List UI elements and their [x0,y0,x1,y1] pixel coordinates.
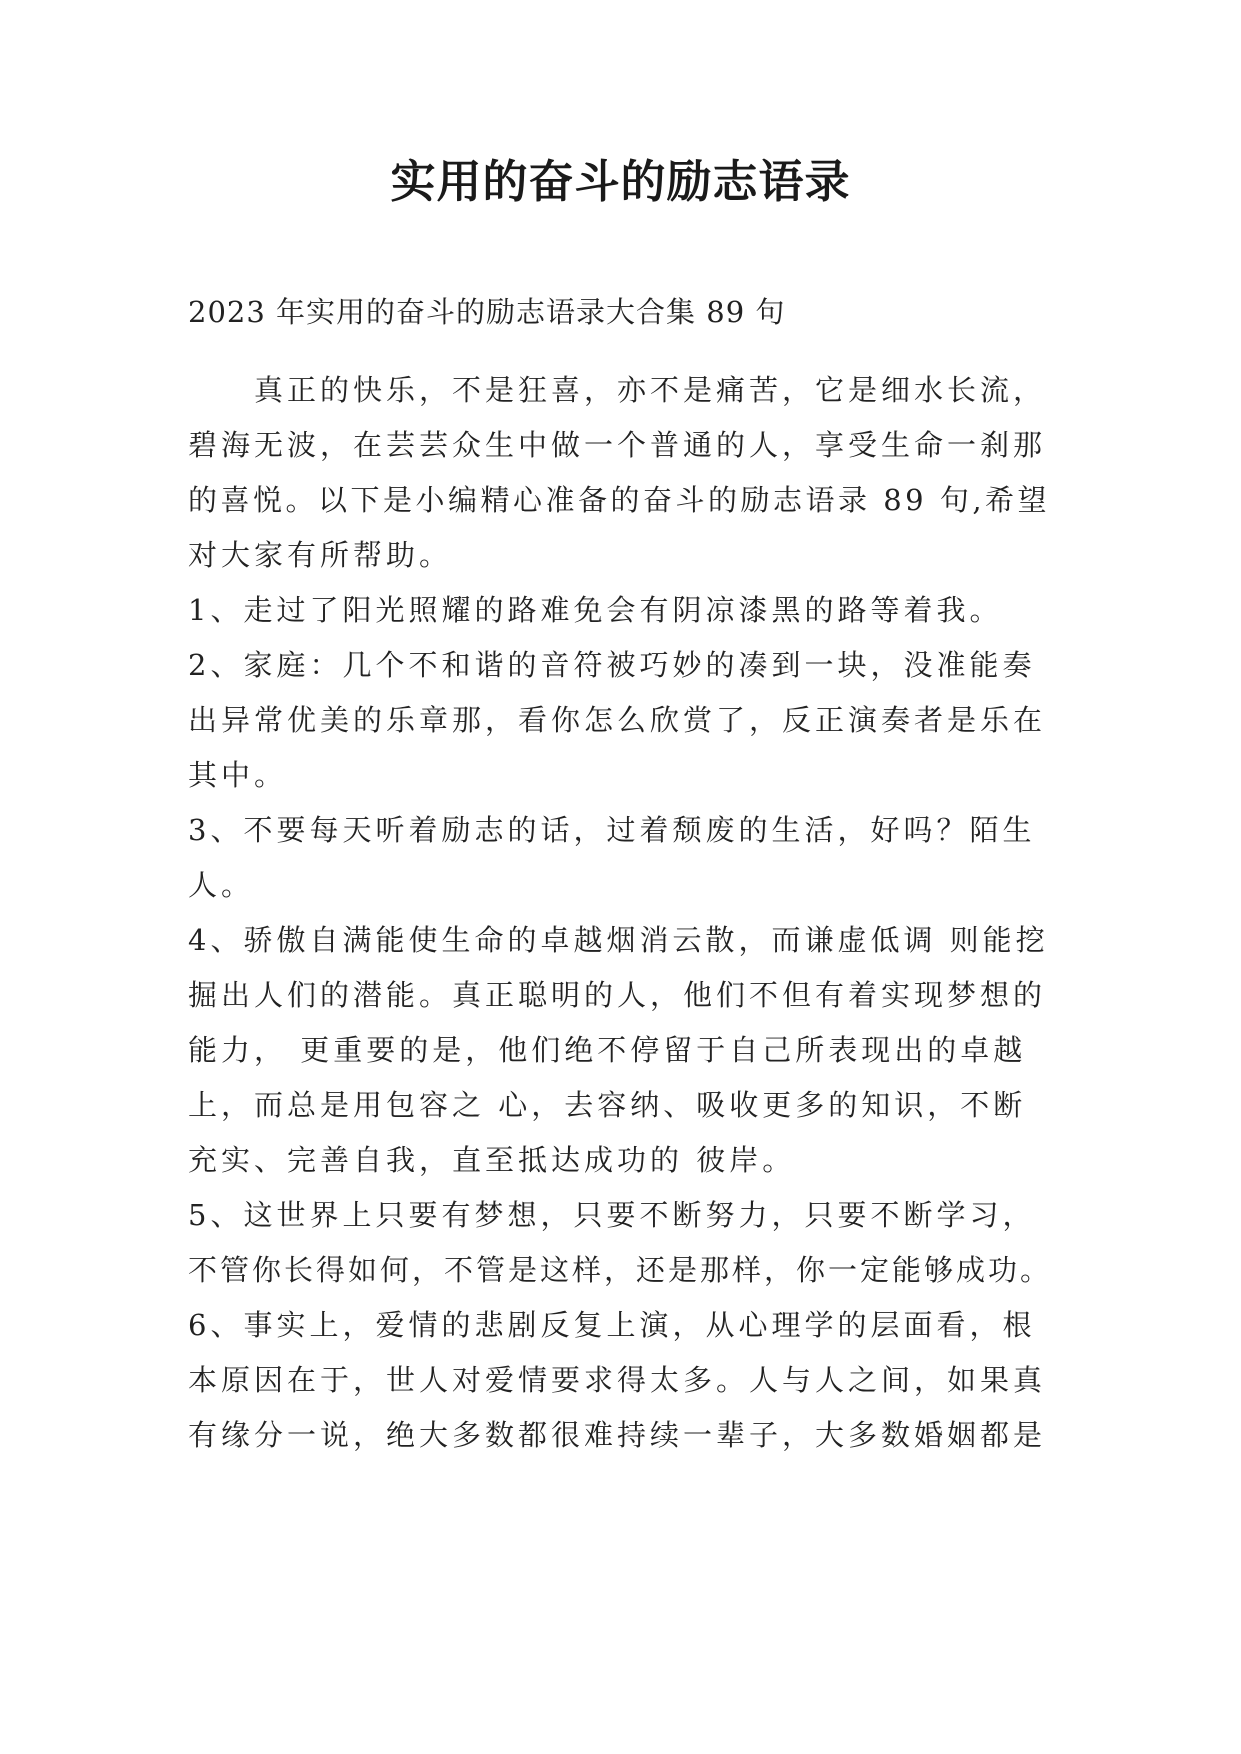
body-line: 6、事实上，爱情的悲剧反复上演，从心理学的层面看，根 [188,1308,1036,1342]
body-line: 出异常优美的乐章那，看你怎么欣赏了，反正演奏者是乐在 [188,703,1047,737]
body-line: 掘出人们的潜能。真正聪明的人，他们不但有着实现梦想的 [188,978,1047,1012]
body-line: 3、不要每天听着励志的话，过着颓废的生活，好吗？陌生 [188,813,1036,847]
body-line: 对大家有所帮助。 [188,538,453,572]
body-line: 4、骄傲自满能使生命的卓越烟消云散，而谦虚低调 则能挖 [188,923,1049,957]
document-title: 实用的奋斗的励志语录 [390,155,851,208]
body-line: 的喜悦。以下是小编精心准备的奋斗的励志语录 89 句,希望 [188,483,1051,517]
body-line: 5、这世界上只要有梦想，只要不断努力，只要不断学习， [188,1198,1036,1232]
document-subtitle: 2023 年实用的奋斗的励志语录大合集 89 句 [188,295,786,329]
body-line: 充实、完善自我，直至抵达成功的 彼岸。 [188,1143,796,1177]
body-line: 有缘分一说，绝大多数都很难持续一辈子，大多数婚姻都是 [188,1418,1047,1452]
body-line: 能力， 更重要的是，他们绝不停留于自己所表现出的卓越 [188,1033,1027,1067]
body-line: 本原因在于，世人对爱情要求得太多。人与人之间，如果真 [188,1363,1047,1397]
body-line: 2、家庭：几个不和谐的音符被巧妙的凑到一块，没准能奏 [188,648,1036,682]
body-line: 人。 [188,868,255,902]
body-line: 碧海无波，在芸芸众生中做一个普通的人，享受生命一刹那 [188,428,1047,462]
body-line: 不管你长得如何，不管是这样，还是那样，你一定能够成功。 [188,1253,1053,1287]
body-line: 1、走过了阳光照耀的路难免会有阴凉漆黑的路等着我。 [188,593,1003,627]
body-line: 上，而总是用包容之 心，去容纳、吸收更多的知识，不断 [188,1088,1027,1122]
body-line: 其中。 [188,758,288,792]
body-line: 真正的快乐，不是狂喜，亦不是痛苦，它是细水长流， [188,373,1047,407]
